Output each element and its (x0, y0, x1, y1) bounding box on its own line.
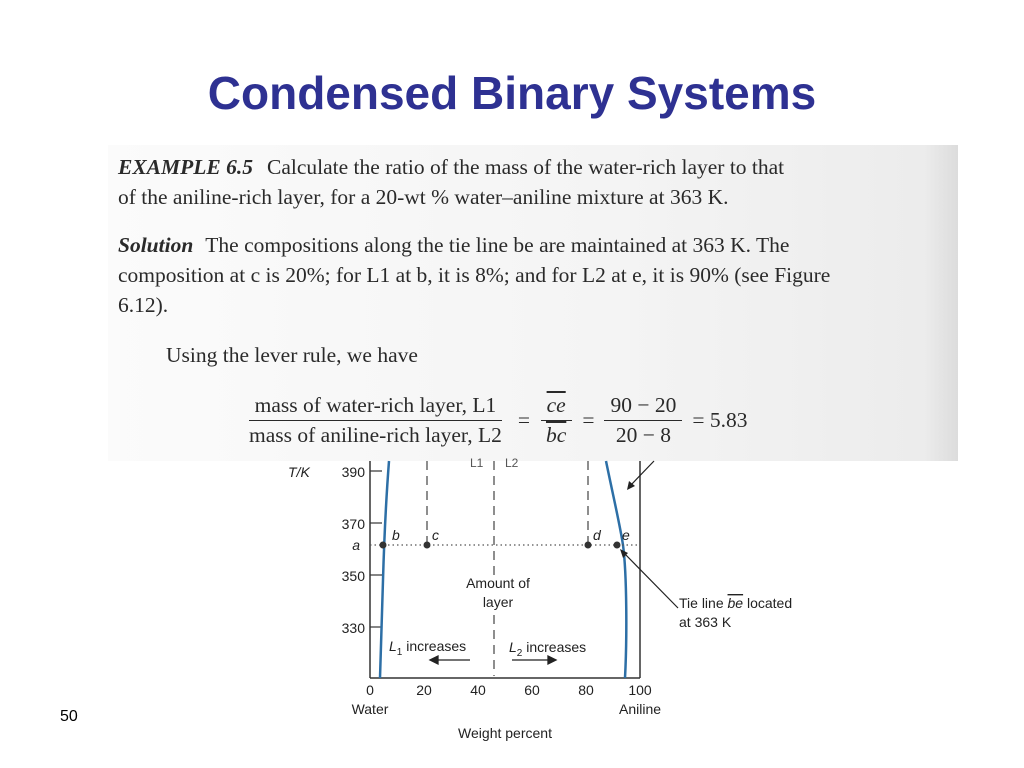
l2-arrow-head (548, 656, 556, 664)
y-axis-label: T/K (288, 464, 310, 480)
tie-line-temp-label: a (352, 537, 360, 553)
right-phase-boundary (606, 461, 626, 678)
x-tick-label: 100 (628, 682, 652, 698)
lever-intro: Using the lever rule, we have (166, 343, 418, 367)
solution-line-3: 6.12). (118, 293, 169, 317)
numeric-fraction: $\frac{90 - 20}{20 - 8}$ (604, 393, 682, 448)
x-tick-label: 80 (578, 682, 594, 698)
point-d (585, 542, 592, 549)
point-label-e: e (622, 527, 630, 543)
l1-arrow-head (430, 656, 438, 664)
solution-line-2: composition at c is 20%; for L1 at b, it is 8%; and for L2 at e, it is 90% (see Figure (118, 263, 831, 287)
point-labels (392, 527, 630, 543)
increase-labels (389, 638, 586, 659)
y-tick-labels (342, 464, 366, 636)
example-line-2: of the aniline-rich layer, for a 20-wt % water–aniline mixture at 363 K. (118, 185, 729, 209)
x-left-label: Water (351, 701, 389, 717)
top-label-l1: L1 (470, 456, 484, 470)
upper-arrow-head (627, 481, 635, 490)
x-tick-label: 60 (524, 682, 540, 698)
segment-ratio-fraction: $\frac{\overline{ce}}{bc}$ (540, 393, 572, 448)
tie-annotation-line-1: Tie line be located (679, 595, 793, 611)
y-tick-label: 330 (341, 620, 365, 636)
tie-line-points (380, 542, 621, 549)
mass-ratio-fraction: $\frac{\text{mass of water-rich layer, L1}}{\text{mass of aniline-rich layer, L2}}$ (249, 393, 502, 447)
lever-rule-equation: $\frac{\text{mass of water-rich layer, L1}}{\text{mass of aniline-rich layer, L2}}$ = $\frac{\overline{ce}}{bc}$ = $\frac{90 - 20}{20 - 8}$ = 5.83 (243, 393, 757, 448)
x-axis-label: Weight percent (458, 725, 552, 741)
x-tick-label: 0 (366, 682, 374, 698)
point-e (614, 542, 621, 549)
solution-label: Solution (118, 233, 194, 257)
x-tick-label: 40 (470, 682, 486, 698)
axes (370, 461, 640, 678)
equation-result: = 5.83 (692, 408, 748, 432)
tie-annotation-leader (622, 551, 678, 608)
slide-title: Condensed Binary Systems (207, 67, 817, 119)
slide-number: 50 (60, 708, 78, 725)
amount-label-line-2: layer (482, 594, 514, 610)
solution-line-1: Solution The compositions along the tie line be are maintained at 363 K. The (118, 233, 790, 257)
example-label: EXAMPLE 6.5 (118, 155, 253, 179)
l2-increases-label: $L_2$ increases (509, 639, 587, 659)
textbook-excerpt (108, 145, 958, 461)
point-b (380, 542, 387, 549)
point-label-c: c (432, 527, 439, 543)
increase-arrows (430, 656, 556, 664)
y-tick-marks (370, 471, 382, 627)
dashed-lines (427, 461, 588, 676)
left-phase-boundary (380, 461, 389, 678)
example-line-1: EXAMPLE 6.5 Calculate the ratio of the mass of the water-rich layer to that (118, 155, 785, 179)
point-label-d: d (593, 527, 601, 543)
tie-annotation-line-2: at 363 K (679, 614, 732, 630)
amount-label-line-1: Amount of (466, 575, 530, 591)
point-label-b: b (392, 527, 400, 543)
l1-increases-label: $L_1$ increases (389, 638, 467, 658)
tie-annotation-arrowhead (620, 549, 628, 558)
x-right-label: Aniline (618, 701, 662, 717)
y-tick-label: 350 (341, 568, 365, 584)
y-tick-label: 370 (341, 516, 365, 532)
point-c (424, 542, 431, 549)
y-tick-label: 390 (341, 464, 365, 480)
top-label-l2: L2 (505, 456, 519, 470)
upper-arrow (630, 461, 654, 486)
x-tick-label: 20 (416, 682, 432, 698)
x-tick-labels (366, 682, 652, 698)
